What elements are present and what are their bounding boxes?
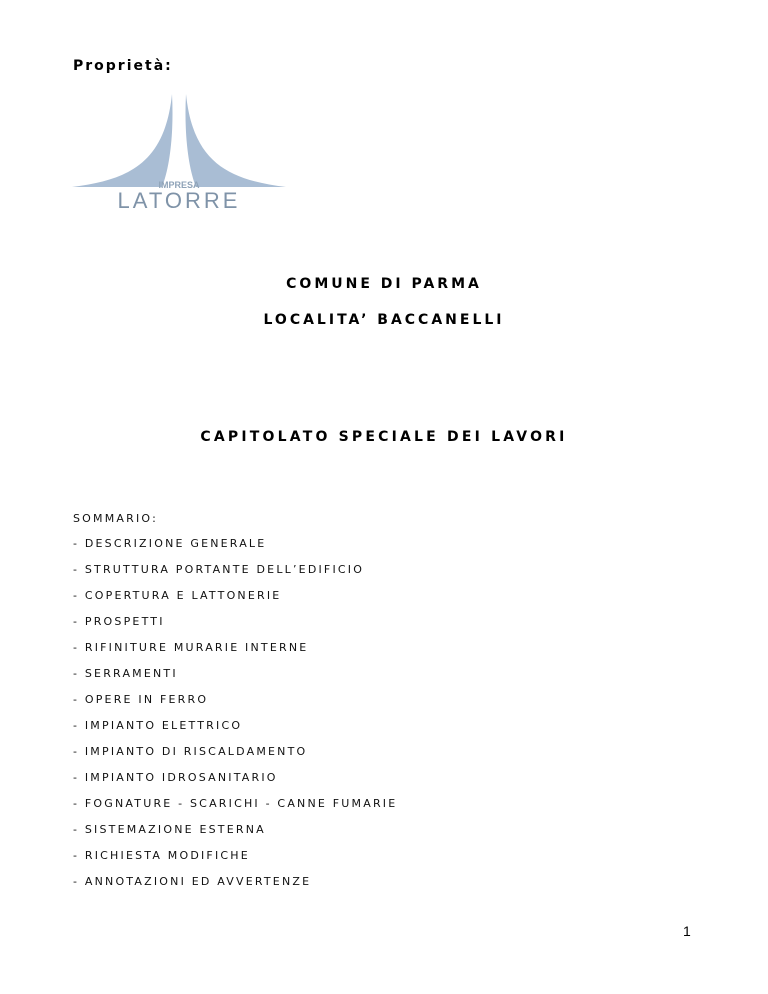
company-logo: [70, 92, 290, 210]
summary-section: [73, 512, 397, 901]
summary-item: - SERRAMENTI: [73, 667, 178, 680]
summary-item: - RIFINITURE MURARIE INTERNE: [73, 641, 309, 654]
tower-logo-icon: [70, 92, 290, 210]
summary-item: - IMPIANTO IDROSANITARIO: [73, 771, 278, 784]
ownership-label: Proprietà:: [73, 58, 173, 74]
logo-small-text: IMPRESA: [158, 180, 200, 190]
location-title: LOCALITA’ BACCANELLI: [263, 312, 505, 328]
summary-item: - SISTEMAZIONE ESTERNA: [73, 823, 266, 836]
logo-name-text: LATORRE: [117, 188, 241, 210]
page-number: 1: [683, 923, 691, 939]
summary-item: - DESCRIZIONE GENERALE: [73, 537, 267, 550]
summary-item: - COPERTURA E LATTONERIE: [73, 589, 282, 602]
summary-item: - OPERE IN FERRO: [73, 693, 209, 706]
document-title: CAPITOLATO SPECIALE DEI LAVORI: [200, 429, 568, 445]
summary-list: [73, 537, 397, 901]
summary-item: - RICHIESTA MODIFICHE: [73, 849, 250, 862]
summary-heading: SOMMARIO:: [73, 512, 159, 525]
summary-item: - IMPIANTO DI RISCALDAMENTO: [73, 745, 308, 758]
summary-item: - ANNOTAZIONI ED AVVERTENZE: [73, 875, 312, 888]
summary-item: - PROSPETTI: [73, 615, 165, 628]
summary-item: - IMPIANTO ELETTRICO: [73, 719, 243, 732]
municipality-title: COMUNE DI PARMA: [286, 276, 482, 292]
summary-item: - STRUTTURA PORTANTE DELL’EDIFICIO: [73, 563, 365, 576]
summary-item: - FOGNATURE - SCARICHI - CANNE FUMARIE: [73, 797, 398, 810]
